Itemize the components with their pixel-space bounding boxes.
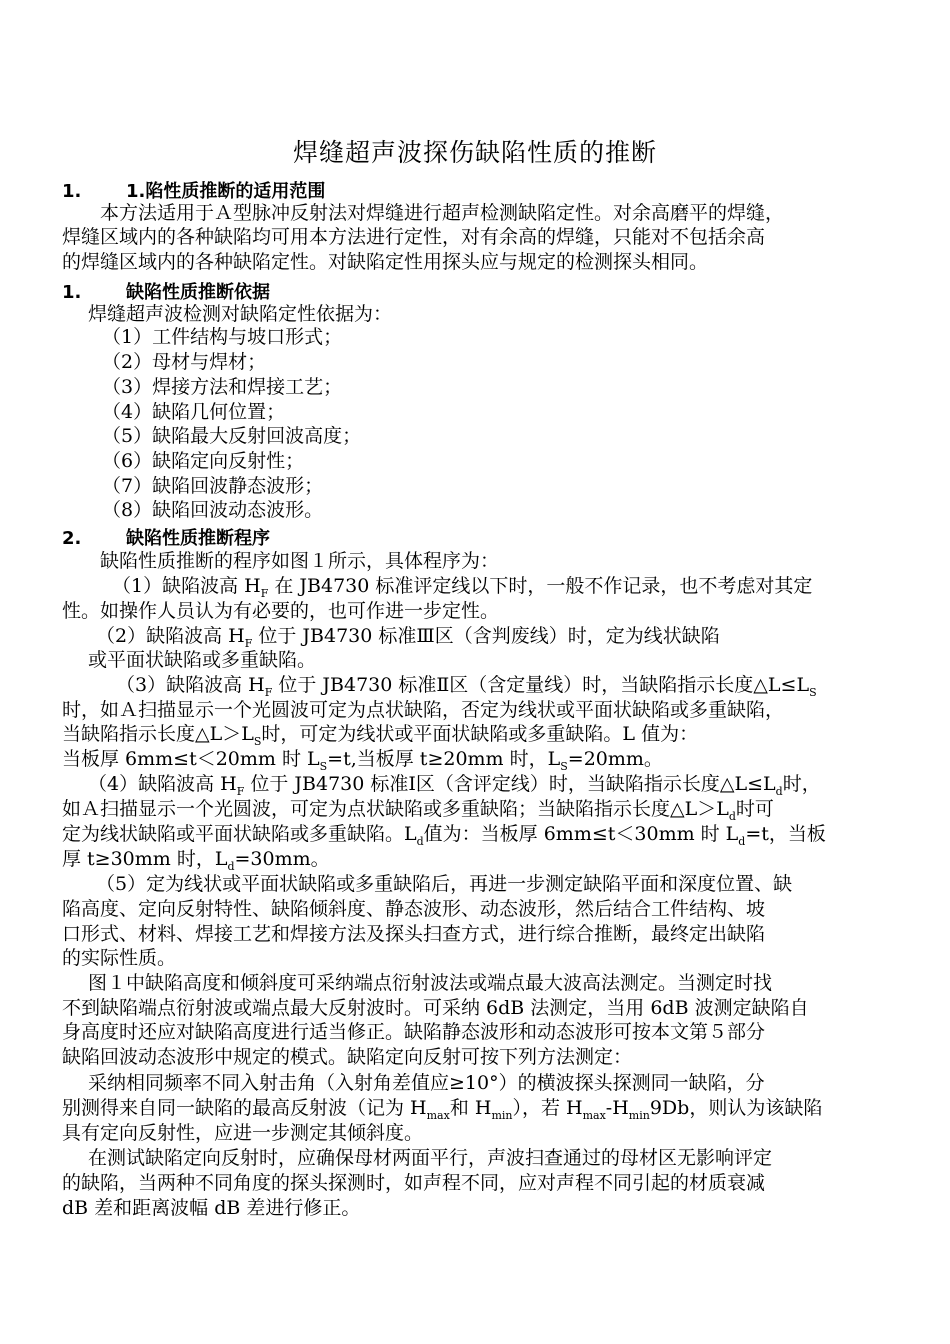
sub-d: d — [728, 809, 736, 823]
s2-item-6: （6）缺陷定向反射性； — [102, 450, 305, 472]
s3-line-8-b: 时，可定为线状或平面状缺陷或多重缺陷。L 值为： — [261, 723, 699, 745]
section-2-heading — [62, 278, 270, 304]
s3-line-5: 或平面状缺陷或多重缺陷。 — [88, 649, 317, 671]
s3-line-22: 采纳相同频率不同入射击角（入射角差值应≥10°）的横波探头探测同一缺陷，分 — [88, 1072, 765, 1094]
sub-max: max — [426, 1108, 450, 1122]
section-3-heading — [62, 524, 270, 550]
sub-f: F — [244, 636, 253, 650]
sub-d: d — [775, 784, 783, 798]
s3-line-13-b: =30mm。 — [234, 848, 330, 870]
s3-line-4-a: （2）缺陷波高 H — [96, 625, 245, 647]
sub-s: S — [809, 685, 817, 699]
s1-line-3: 的焊缝区域内的各种缺陷定性。对缺陷定性用探头应与规定的检测探头相同。 — [62, 251, 709, 273]
s3-line-18: 图１中缺陷高度和倾斜度可采纳端点衍射波法或端点最大波高法测定。当测定时找 — [88, 972, 773, 994]
section-3-number: 2. — [62, 528, 82, 549]
s3-line-20: 身高度时还应对缺陷高度进行适当修正。缺陷静态波形和动态波形可按本文第５部分 — [62, 1021, 766, 1043]
s3-line-12-a: 定为线状缺陷或平面状缺陷或多重缺陷。L — [62, 823, 417, 845]
sub-d: d — [227, 859, 235, 873]
s3-line-23-a: 别测得来自同一缺陷的最高反射波（记为 H — [62, 1097, 427, 1119]
s2-item-7: （7）缺陷回波静态波形； — [102, 475, 324, 497]
s2-item-1: （1）工件结构与坡口形式； — [102, 326, 343, 348]
s1-line-1: 本方法适用于Ａ型脉冲反射法对焊缝进行超声检测缺陷定性。对余高磨平的焊缝， — [100, 202, 785, 224]
sub-max: max — [582, 1108, 606, 1122]
section-3-title: 缺陷性质推断程序 — [126, 528, 270, 549]
s3-line-6-b: 位于 JB4730 标准Ⅱ区（含定量线）时，当缺陷指示长度△L≤L — [272, 674, 810, 696]
s2-item-2: （2）母材与焊材； — [102, 351, 267, 373]
s2-item-4: （4）缺陷几何位置； — [102, 401, 286, 423]
section-1-heading — [62, 177, 325, 203]
s3-line-25: 在测试缺陷定向反射时，应确保母材两面平行，声波扫查通过的母材区无影响评定 — [88, 1147, 773, 1169]
s3-line-19: 不到缺陷端点衍射波或端点最大反射波时。可采纳 6dB 法测定，当用 6dB 波测定缺陷自 — [62, 997, 809, 1019]
s3-line-8-a: 当缺陷指示长度△L＞L — [62, 723, 254, 745]
s3-line-10-c: 时， — [782, 773, 821, 795]
s3-line-13-a: 厚 t≥30mm 时，L — [62, 848, 228, 870]
sub-min: min — [628, 1108, 650, 1122]
s2-item-8: （8）缺陷回波动态波形。 — [102, 499, 324, 521]
sub-f: F — [260, 586, 269, 600]
s3-line-3: 性。如操作人员认为有必要的，也可作进一步定性。 — [62, 600, 500, 622]
s3-line-10-b: 位于 JB4730 标准Ⅰ区（含评定线）时，当缺陷指示长度△L≤L — [244, 773, 776, 795]
s3-line-15: 陷高度、定向反射特性、缺陷倾斜度、静态波形、动态波形，然后结合工件结构、坡 — [62, 898, 766, 920]
s3-line-23-d: -H — [605, 1097, 629, 1119]
sub-s: S — [319, 759, 328, 773]
s3-line-23-c: ），若 H — [512, 1097, 583, 1119]
s3-line-23-b: 和 H — [449, 1097, 492, 1119]
document-title: 焊缝超声波探伤缺陷性质的推断 — [292, 138, 657, 167]
s3-line-4-b: 位于 JB4730 标准Ⅲ区（含判废线）时，定为线状缺陷 — [252, 625, 720, 647]
s3-line-11-a: 如Ａ扫描显示一个光圆波，可定为点状缺陷或多重缺陷；当缺陷指示长度△L＞L — [62, 798, 729, 820]
s3-line-7: 时，如Ａ扫描显示一个光圆波可定为点状缺陷，否定为线状或平面状缺陷或多重缺陷， — [62, 699, 785, 721]
s3-line-16: 口形式、材料、焊接工艺和焊接方法及探头扫查方式，进行综合推断，最终定出缺陷 — [62, 923, 766, 945]
sub-f: F — [264, 685, 273, 699]
s3-line-10-a: （4）缺陷波高 H — [88, 773, 237, 795]
s2-item-3: （3）焊接方法和焊接工艺； — [102, 376, 343, 398]
s3-line-12-b: 值为：当板厚 6mm≤t＜30mm 时 L — [423, 823, 739, 845]
s3-line-11-b: 时可 — [735, 798, 774, 820]
s3-line-23-e: 9Db，则认为该缺陷 — [649, 1097, 823, 1119]
s3-line-24: 具有定向反射性，应进一步测定其倾斜度。 — [62, 1122, 424, 1144]
section-2-number: 1. — [62, 282, 82, 303]
s3-line-27: dB 差和距离波幅 dB 差进行修正。 — [62, 1197, 361, 1219]
section-1-title: 1.陷性质推断的适用范围 — [126, 181, 326, 202]
s3-line-2-a: （1）缺陷波高 H — [112, 575, 261, 597]
s3-line-9-c: =20mm。 — [567, 748, 663, 770]
s3-line-14: （5）定为线状或平面状缺陷或多重缺陷后，再进一步测定缺陷平面和深度位置、缺 — [96, 873, 793, 895]
s3-line-9-a: 当板厚 6mm≤t＜20mm 时 L — [62, 748, 320, 770]
sub-f: F — [236, 784, 245, 798]
s3-line-9-b: =t,当板厚 t≥20mm 时，L — [327, 748, 561, 770]
sub-s: S — [253, 734, 262, 748]
s3-line-12-c: =t，当板 — [745, 823, 826, 845]
s3-line-1: 缺陷性质推断的程序如图１所示，具体程序为： — [100, 550, 500, 572]
s3-line-2-b: 在 JB4730 标准评定线以下时，一般不作记录，也不考虑对其定 — [268, 575, 813, 597]
s3-line-26: 的缺陷，当两种不同角度的探头探测时，如声程不同，应对声程不同引起的材质衰减 — [62, 1172, 766, 1194]
s2-item-5: （5）缺陷最大反射回波高度； — [102, 425, 362, 447]
s3-line-6-a: （3）缺陷波高 H — [116, 674, 265, 696]
s3-line-21: 缺陷回波动态波形中规定的模式。缺陷定向反射可按下列方法测定： — [62, 1046, 633, 1068]
sub-s: S — [560, 759, 568, 773]
section-1-number: 1. — [62, 181, 82, 202]
sub-min: min — [491, 1108, 513, 1122]
sub-d: d — [738, 834, 746, 848]
s1-line-2: 焊缝区域内的各种缺陷均可用本方法进行定性，对有余高的焊缝，只能对不包括余高 — [62, 226, 766, 248]
sub-d: d — [416, 834, 424, 848]
s2-intro: 焊缝超声波检测对缺陷定性依据为： — [88, 303, 393, 325]
section-2-title: 缺陷性质推断依据 — [126, 282, 270, 303]
s3-line-17: 的实际性质。 — [62, 947, 177, 969]
